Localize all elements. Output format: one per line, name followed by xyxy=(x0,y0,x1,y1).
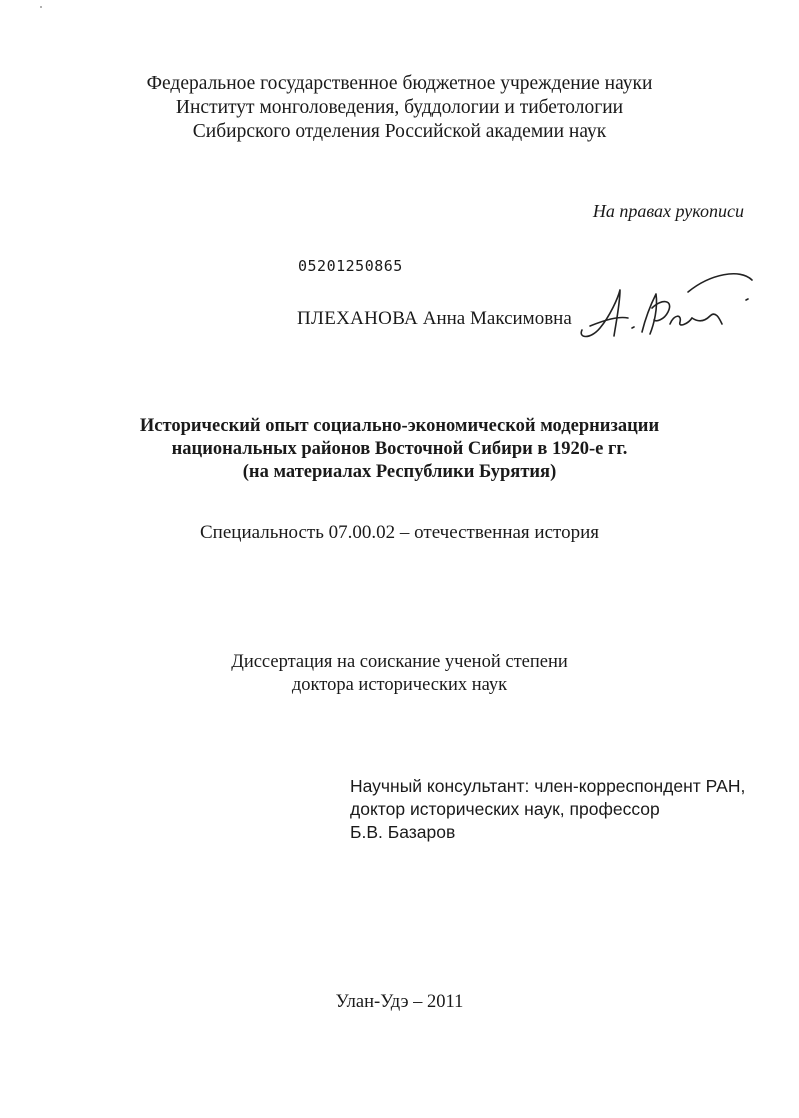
city-year: Улан-Удэ – 2011 xyxy=(335,992,464,1012)
degree-line-2: доктора исторических наук xyxy=(291,675,508,695)
signature-image xyxy=(570,268,760,348)
consultant-line-2: доктор исторических наук, профессор xyxy=(350,799,660,819)
title-line-1: Исторический опыт социально-экономической модернизации xyxy=(139,416,660,436)
rights-note: На правах рукописи xyxy=(592,201,744,221)
title-line-2: национальных районов Восточной Сибири в 1920-е гг. xyxy=(171,439,628,459)
institution-line-2: Институт монголоведения, буддологии и тибетологии xyxy=(175,97,624,118)
author-name xyxy=(297,308,572,330)
title-line-3: (на материалах Республики Бурятия) xyxy=(242,462,557,482)
degree-statement xyxy=(0,651,799,697)
consultant-line-3: Б.В. Базаров xyxy=(350,822,456,842)
registration-code: 05201250865 xyxy=(298,257,403,275)
institution-header xyxy=(0,72,799,144)
degree-line-1: Диссертация на соискание ученой степени xyxy=(231,652,568,672)
consultant-line-1: Научный консультант: член-корреспондент РАН, xyxy=(350,776,746,796)
scan-speck xyxy=(40,6,42,8)
institution-line-1: Федеральное государственное бюджетное учреждение науки xyxy=(146,73,653,94)
dissertation-title xyxy=(0,415,799,484)
scientific-consultant xyxy=(350,775,745,844)
author-first-names: Анна Максимовна xyxy=(422,308,572,329)
author-last-name: ПЛЕХАНОВА xyxy=(297,308,418,329)
specialty-line: Специальность 07.00.02 – отечественная история xyxy=(200,522,599,543)
institution-line-3: Сибирского отделения Российской академии наук xyxy=(192,121,607,142)
